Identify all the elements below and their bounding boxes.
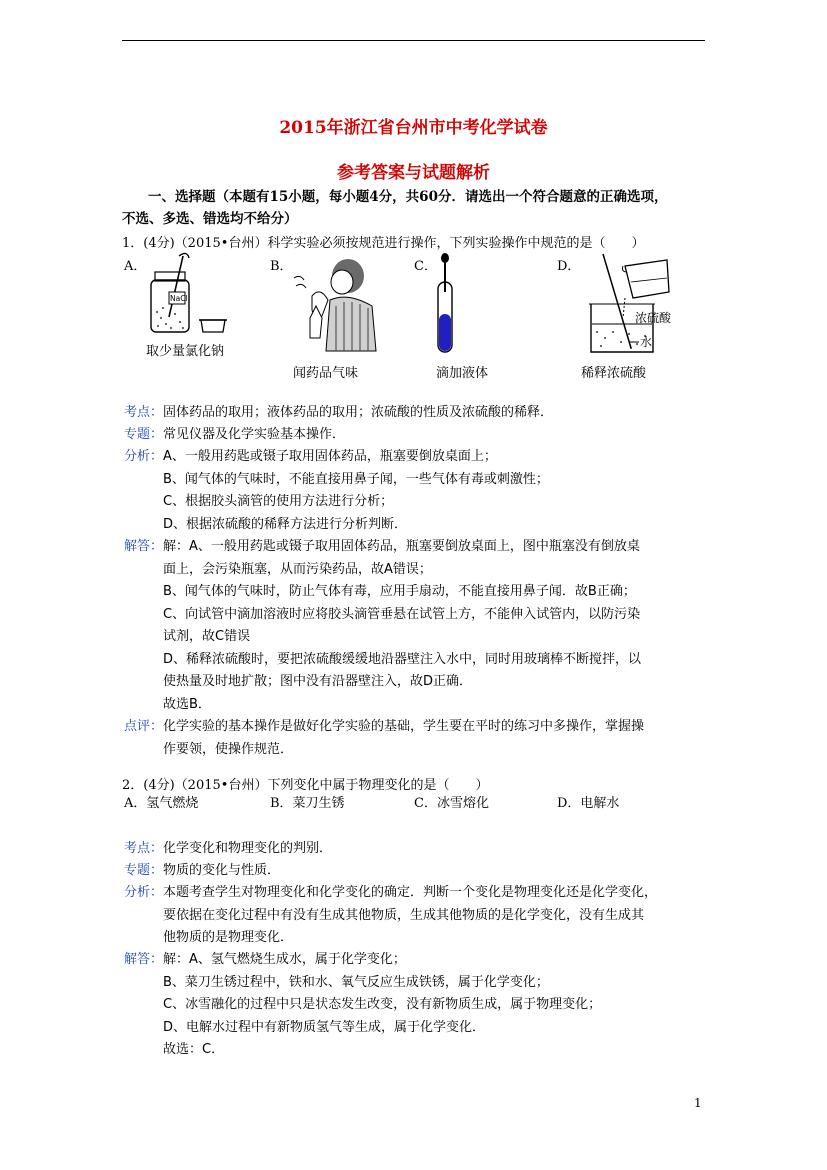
q2-jieda-line-2: B、菜刀生锈过程中，铁和水、氧气反应生成铁锈，属于化学变化； bbox=[163, 974, 549, 990]
q1-fenxi-label: 分析： bbox=[124, 449, 164, 464]
student-smelling-illustration bbox=[292, 256, 382, 351]
acid-label: 浓硫酸 bbox=[635, 311, 672, 325]
q1-caption-d: 稀释浓硫酸 bbox=[581, 366, 647, 381]
q2-fenxi-line-3: 他物质的是物理变化． bbox=[163, 930, 294, 945]
q1-jieda-line-6: D、稀释浓硫酸时，要把浓硫酸缓缓地沿器壁注入水中，同时用玻璃棒不断搅拌，以 bbox=[163, 651, 642, 667]
q2-option-c: C．冰雪熔化 bbox=[414, 796, 489, 811]
q1-option-a-letter: A． bbox=[124, 259, 147, 274]
q1-option-d-letter: D． bbox=[557, 259, 581, 274]
section-heading bbox=[122, 186, 708, 230]
page-subtitle: 参考答案与试题解析 bbox=[337, 163, 490, 183]
q1-zhuanti-label: 专题： bbox=[124, 427, 164, 442]
jar-label-nacl: NaCl bbox=[170, 294, 188, 303]
q1-zhuanti-text: 常见仪器及化学实验基本操作． bbox=[163, 427, 346, 442]
q2-option-d: D．电解水 bbox=[557, 796, 620, 811]
q1-kaodian-label: 考点： bbox=[124, 405, 164, 420]
q2-jieda-label: 解答： bbox=[124, 952, 164, 967]
q1-dianping-line-1: 化学实验的基本操作是做好化学实验的基础，学生要在平时的练习中多操作，掌握操 bbox=[163, 719, 645, 734]
q2-jieda-line-4: D、电解水过程中有新物质氢气等生成，属于化学变化． bbox=[163, 1019, 486, 1035]
q1-caption-b: 闻药品气味 bbox=[293, 366, 359, 381]
q1-fenxi-line-3: C、根据胶头滴管的使用方法进行分析； bbox=[163, 494, 394, 509]
q1-jieda-line-2: 面上，会污染瓶塞，从而污染药品，故A错误； bbox=[163, 561, 432, 577]
q1-dianping-label: 点评： bbox=[124, 719, 164, 734]
q1-jieda-line-7: 使热量及时地扩散；图中没有沿器壁注入，故D正确． bbox=[163, 674, 473, 689]
q1-fenxi-line-4: D、根据浓硫酸的稀释方法进行分析判断． bbox=[163, 516, 408, 532]
acid-dilution-illustration bbox=[583, 252, 708, 357]
q2-jieda-line-3: C、冰雪融化的过程中只是状态发生改变，没有新物质生成，属于物理变化； bbox=[163, 997, 602, 1012]
q1-caption-a: 取少量氯化钠 bbox=[146, 344, 225, 359]
q1-option-b-letter: B． bbox=[270, 259, 293, 274]
q1-jieda-line-3: B、闻气体的气味时，防止气体有毒，应用手扇动，不能直接用鼻子闻．故B正确； bbox=[163, 584, 636, 599]
question-2-stem: 2．(4分)（2015•台州）下列变化中属于物理变化的是（ ） bbox=[122, 778, 489, 793]
dropper-test-tube-illustration bbox=[425, 252, 465, 357]
q1-fenxi-line-1: A、一般用药匙或镊子取用固体药品，瓶塞要倒放桌面上； bbox=[163, 449, 497, 464]
q2-fenxi-label: 分析： bbox=[124, 885, 164, 900]
q1-dianping-line-2: 作要领，使操作规范． bbox=[163, 741, 294, 757]
question-1-stem: 1．(4分)（2015•台州）科学实验必须按规范进行操作，下列实验操作中规范的是（ ） bbox=[122, 236, 645, 251]
q2-kaodian-text: 化学变化和物理变化的判别． bbox=[163, 841, 333, 856]
q2-option-a: A．氢气燃烧 bbox=[124, 796, 199, 811]
q2-zhuanti-text: 物质的变化与性质． bbox=[163, 863, 281, 878]
header-rule bbox=[122, 40, 705, 41]
q1-jieda-line-8: 故选B． bbox=[163, 696, 211, 712]
page-title: 2015年浙江省台州市中考化学试卷 bbox=[279, 118, 548, 138]
q1-jieda-line-5: 试剂，故C错误 bbox=[163, 629, 251, 644]
section-heading-line-2: 不选、多选、错选均不给分） bbox=[122, 211, 298, 227]
section-heading-line-1: 一、选择题（本题有15小题，每小题4分，共60分．请选出一个符合题意的正确选项， bbox=[148, 189, 668, 205]
q2-fenxi-line-2: 要依据在变化过程中有没有生成其他物质，生成其他物质的是化学变化，没有生成其 bbox=[163, 907, 645, 923]
q2-fenxi-line-1: 本题考查学生对物理变化和化学变化的确定．判断一个变化是物理变化还是化学变化， bbox=[163, 885, 658, 900]
q2-zhuanti-label: 专题： bbox=[124, 863, 164, 878]
q1-fenxi-line-2: B、闻气体的气味时，不能直接用鼻子闻，一些气体有毒或刺激性； bbox=[163, 471, 549, 487]
q1-jieda-line-4: C、向试管中滴加溶液时应将胶头滴管垂悬在试管上方，不能伸入试管内，以防污染 bbox=[163, 606, 641, 622]
reagent-jar-illustration bbox=[145, 252, 235, 337]
q2-jieda-line-1: 解：A、氢气燃烧生成水，属于化学变化； bbox=[163, 952, 406, 967]
q2-option-b: B．菜刀生锈 bbox=[270, 796, 345, 811]
q2-jieda-line-5: 故选：C． bbox=[163, 1042, 225, 1057]
q1-caption-c: 滴加液体 bbox=[436, 366, 489, 381]
q1-jieda-label: 解答： bbox=[124, 539, 164, 554]
q2-kaodian-label: 考点： bbox=[124, 841, 164, 856]
q1-option-c-letter: C． bbox=[414, 259, 437, 274]
q1-jieda-line-1: 解：A、一般用药匙或镊子取用固体药品，瓶塞要倒放桌面上，图中瓶塞没有倒放桌 bbox=[163, 539, 640, 554]
q1-kaodian-text: 固体药品的取用；液体药品的取用；浓硫酸的性质及浓硫酸的稀释． bbox=[163, 405, 554, 420]
water-label: 水 bbox=[640, 335, 653, 349]
page-number: 1 bbox=[694, 1096, 702, 1110]
